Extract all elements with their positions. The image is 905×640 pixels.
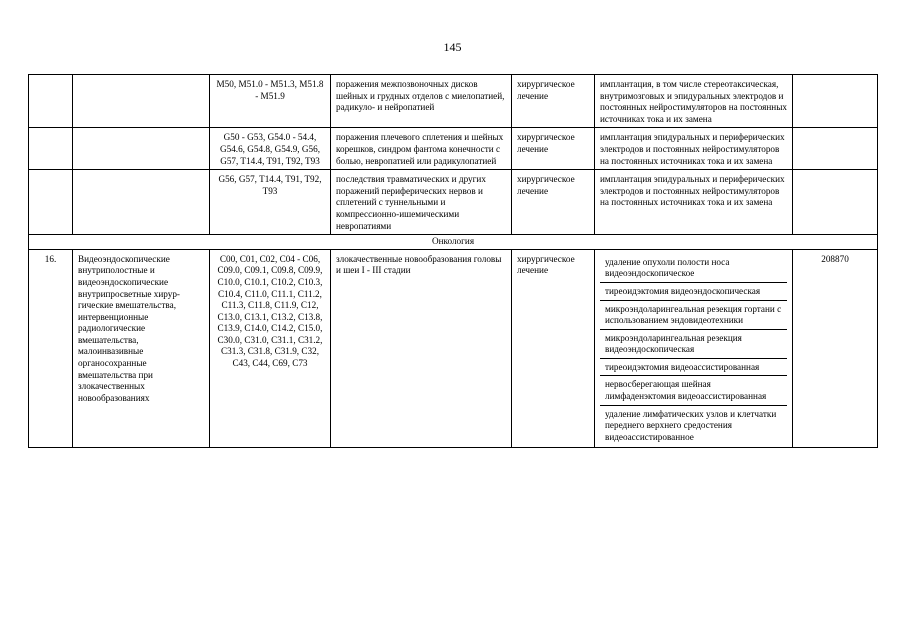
treatment-method-item: микроэндоларингеальная резекция гортани с использованием эндовидеотехники (600, 301, 787, 330)
price-cell (793, 128, 878, 170)
treatment-method-cell: имплантация, в том числе стереотаксическая, внутримозговых и эпидуральных электродов и постоянных нейростимуляторов на постоянных источниках тока и их замена (595, 75, 793, 128)
price-cell: 208870 (793, 249, 878, 448)
treatment-type-cell: хирургическое лечение (512, 75, 595, 128)
treatment-method-cell: имплантация эпидуральных и периферических электродов и постоянных нейростимуляторов на постоянных источниках тока и их замена (595, 128, 793, 170)
patient-model-cell: поражения плечевого сплетения и шейных корешков, синдром фантома конечности с болью, невропатией или радикулопатией (331, 128, 512, 170)
icd-codes-cell: G50 - G53, G54.0 - 54.4, G54.6, G54.8, G54.9, G56, G57, T14.4, T91, T92, T93 (210, 128, 331, 170)
section-title: Онкология (29, 235, 878, 250)
row-name-cell (73, 128, 210, 170)
icd-codes-cell: M50, M51.0 - M51.3, M51.8 - M51.9 (210, 75, 331, 128)
row-name-cell (73, 170, 210, 235)
medical-care-table (28, 74, 878, 448)
icd-codes-cell: C00, C01, C02, C04 - C06, C09.0, C09.1, C09.8, C09.9, C10.0, C10.1, C10.2, C10.3, C10.4, C11.0, C11.1, C11.2, C11.3, C11.8, C11.9, C12, C13.0, C13.1, C13.2, C13.8, C13.9, C14.0, C14.2, C15.0, C30.0, C31.0, C31.1, C31.2, C31.3, C31.8, C31.9, C32, C43, C44, C69, C73 (210, 249, 331, 448)
row-number-cell (29, 128, 73, 170)
price-cell (793, 75, 878, 128)
price-cell (793, 170, 878, 235)
patient-model-cell: злокачественные новообразования головы и шеи I - III стадии (331, 249, 512, 448)
row-name-cell (73, 75, 210, 128)
patient-model-cell: поражения межпозвоночных дисков шейных и грудных отделов с миелопатией, радикуло- и нейропатией (331, 75, 512, 128)
table-row (29, 170, 878, 235)
treatment-method-item: тиреоидэктомия видеоэндоскопическая (600, 283, 787, 301)
table-row (29, 249, 878, 448)
row-number-cell (29, 170, 73, 235)
treatment-method-item: тиреоидэктомия видеоассистированная (600, 359, 787, 377)
table-row (29, 128, 878, 170)
treatment-method-cell: имплантация эпидуральных и периферических электродов и постоянных нейростимуляторов на постоянных источниках тока и их замена (595, 170, 793, 235)
treatment-method-item: удаление опухоли полости носа видеоэндоскопическое (600, 254, 787, 283)
treatment-methods-cell (595, 249, 793, 448)
treatment-method-item: удаление лимфатических узлов и клетчатки переднего верхнего средостения видеоассистированное (605, 408, 777, 442)
table-row (29, 75, 878, 128)
treatment-method-item: микроэндоларингеальная резекция видеоэндоскопическая (600, 330, 787, 359)
page-number: 145 (443, 40, 462, 54)
treatment-type-cell: хирургическое лечение (512, 128, 595, 170)
treatment-type-cell: хирургическое лечение (512, 170, 595, 235)
icd-codes-cell: G56, G57, T14.4, T91, T92, T93 (210, 170, 331, 235)
treatment-method-item: нервосберегающая шейная лимфаденэктомия видеоассистированная (600, 376, 787, 405)
patient-model-cell: последствия травматических и других поражений периферических нервов и сплетений с туннельными и компрессионно-ишемическими невропатиями (331, 170, 512, 235)
row-number-cell (29, 75, 73, 128)
row-number-cell: 16. (29, 249, 73, 448)
row-name-cell: Видеоэндоскопические внутриполостные и видеоэндоскопические внутрипросветные хирур-гические вмешательства, интервенционные радиологические вмешательства, малоинвазивные органосохранные вмешательства при злокачественных новообразованиях (73, 249, 210, 448)
treatment-type-cell: хирургическое лечение (512, 249, 595, 448)
section-row (29, 235, 878, 250)
